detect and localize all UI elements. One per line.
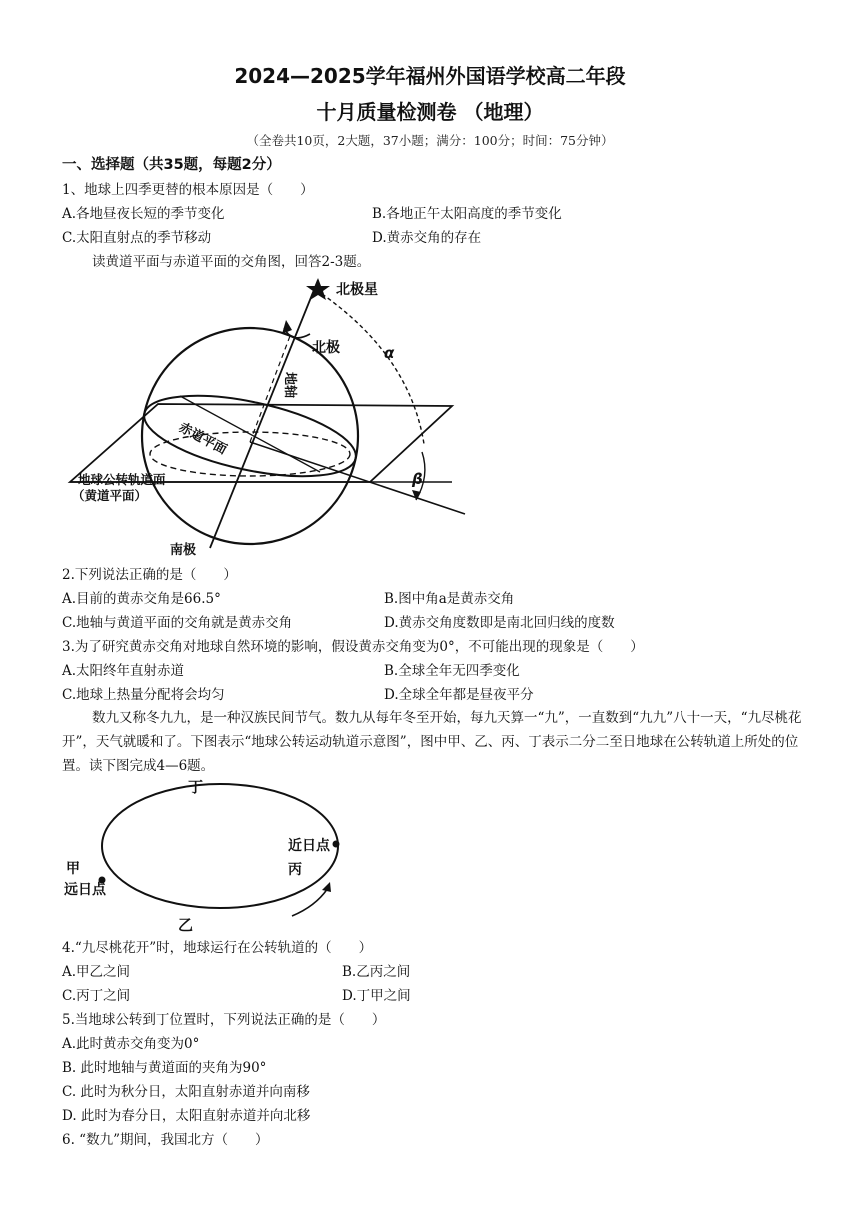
intro-2-3: 读黄道平面与赤道平面的交角图，回答2-3题。 — [92, 254, 371, 270]
q4-option-b: B.乙丙之间 — [342, 964, 411, 980]
label-beta: β — [412, 470, 423, 488]
section-heading: 一、选择题（共35题，每题2分） — [62, 157, 281, 173]
label-bing: 丙 — [288, 862, 302, 878]
intro-4-6: 数九又称冬九九，是一种汉族民间节气。数九从每年冬至开始，每九天算一“九”，一直数到“九九”八十一天，“九尽桃花开”，天气就暖和了。下图表示“地球公转运动轨道示意图”，图中甲、乙、丙、丁表示二分二至日地球在公转轨道上所处的位置。读下图完成4—6题。 — [62, 710, 802, 774]
q2-stem: 2.下列说法正确的是（ ） — [62, 567, 237, 583]
q3-option-c: C.地球上热量分配将会均匀 — [62, 687, 225, 703]
q1-stem: 1、地球上四季更替的根本原因是（ ） — [62, 182, 314, 198]
q5-option-a: A.此时黄赤交角变为0° — [62, 1036, 200, 1052]
q1-option-c: C.太阳直射点的季节移动 — [62, 230, 212, 246]
label-polaris: 北极星 — [336, 282, 378, 298]
q4-option-a: A.甲乙之间 — [62, 964, 131, 980]
label-north-pole: 北极 — [312, 340, 340, 356]
q2-option-b: B.图中角a是黄赤交角 — [384, 591, 515, 607]
q5-option-d: D. 此时为春分日，太阳直射赤道并向北移 — [62, 1108, 311, 1124]
label-jia: 甲 — [66, 861, 80, 877]
q3-option-b: B.全球全年无四季变化 — [384, 663, 520, 679]
q3-option-a: A.太阳终年直射赤道 — [62, 663, 185, 679]
label-orbit-plane: 地球公转轨道面 — [78, 472, 166, 487]
q2-option-c: C.地轴与黄道平面的交角就是黄赤交角 — [62, 615, 293, 631]
q1-option-b: B.各地正午太阳高度的季节变化 — [372, 206, 562, 222]
q2-option-d: D.黄赤交角度数即是南北回归线的度数 — [384, 615, 615, 631]
label-perihelion: 近日点 — [288, 838, 330, 854]
label-alpha: α — [384, 344, 395, 362]
q4-option-c: C.丙丁之间 — [62, 988, 131, 1004]
earth-orbit-diagram — [60, 776, 350, 936]
label-ding: 丁 — [188, 778, 204, 796]
label-axis: 地轴 — [282, 372, 297, 399]
q1-option-d: D.黄赤交角的存在 — [372, 230, 482, 246]
q4-option-d: D.丁甲之间 — [342, 988, 411, 1004]
q2-option-a: A.目前的黄赤交角是66.5° — [62, 591, 221, 607]
label-south-pole: 南极 — [170, 543, 197, 558]
label-yi: 乙 — [178, 916, 194, 934]
q5-option-b: B. 此时地轴与黄道面的夹角为90° — [62, 1060, 267, 1076]
q5-stem: 5.当地球公转到丁位置时，下列说法正确的是（ ） — [62, 1012, 386, 1028]
q3-option-d: D.全球全年都是昼夜平分 — [384, 687, 534, 703]
label-ecliptic: （黄道平面） — [72, 488, 148, 503]
exam-title-line2: 十月质量检测卷 （地理） — [316, 100, 544, 124]
polaris-star-icon — [306, 278, 330, 300]
exam-title-line1: 2024—2025学年福州外国语学校高二年段 — [234, 64, 626, 88]
label-aphelion: 远日点 — [64, 882, 106, 898]
exam-subtitle: （全卷共10页，2大题，37小题；满分：100分；时间：75分钟） — [246, 133, 614, 148]
q5-option-c: C. 此时为秋分日，太阳直射赤道并向南移 — [62, 1084, 310, 1100]
label-equator-plane: 赤道平面 — [176, 420, 230, 458]
q6-stem: 6. “数九”期间，我国北方（ ） — [62, 1132, 269, 1148]
direction-arrow-icon — [322, 882, 331, 892]
perihelion-dot-icon — [333, 841, 340, 848]
q3-stem: 3.为了研究黄赤交角对地球自然环境的影响，假设黄赤交角变为0°，不可能出现的现象是（ ） — [62, 639, 644, 655]
q1-option-a: A.各地昼夜长短的季节变化 — [62, 206, 225, 222]
ecliptic-equator-diagram — [60, 276, 480, 560]
q4-stem: 4.“九尽桃花开”时，地球运行在公转轨道的（ ） — [62, 940, 373, 956]
